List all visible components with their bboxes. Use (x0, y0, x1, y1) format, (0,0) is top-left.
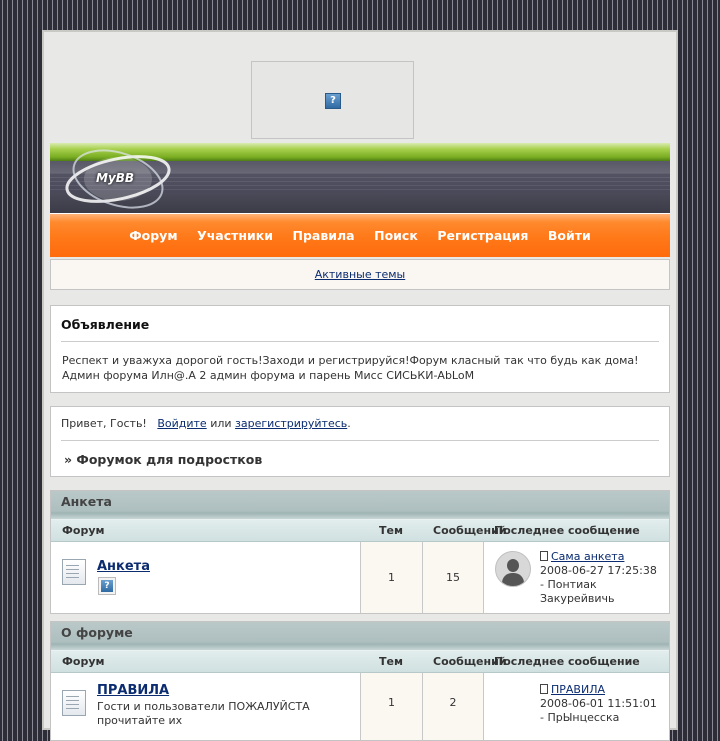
register-link[interactable]: зарегистрируйтесь (235, 417, 348, 430)
topics-cell (361, 673, 423, 741)
nav-register[interactable]: Регистрация (437, 228, 529, 243)
topics-cell (361, 542, 423, 614)
mybb-logo[interactable] (60, 143, 180, 211)
column-headers (51, 519, 669, 542)
forum-cell (51, 542, 361, 614)
posts-count: 2 (449, 696, 457, 709)
col-forum: Форум (62, 524, 105, 537)
posts-count: 15 (446, 571, 460, 584)
col-forum: Форум (62, 655, 105, 668)
col-topics: Тем (379, 524, 403, 537)
forum-cell (51, 673, 361, 741)
category-block (50, 490, 670, 614)
last-post-author: - Понтиак Закурейвичь (540, 578, 615, 605)
welcome-panel (50, 406, 670, 477)
announcement-line-2: Админ форума Илн@.А 2 админ форума и парень Мисс СИСЬКИ-AbLoM (62, 369, 475, 382)
logo-text: MyBB (96, 171, 135, 185)
nav-members[interactable]: Участники (197, 228, 274, 243)
forum-status-icon (62, 690, 86, 716)
broken-image-icon: ? (325, 93, 341, 109)
or-text: или (210, 417, 232, 430)
document-icon (540, 684, 548, 694)
last-post-cell (484, 673, 670, 741)
last-post-link[interactable]: ПРАВИЛА (551, 683, 606, 696)
nav-search[interactable]: Поиск (374, 228, 418, 243)
col-last: Последнее сообщение (494, 655, 640, 668)
forum-row (51, 673, 669, 741)
category-title: О форуме (51, 622, 669, 650)
topics-count: 1 (388, 696, 395, 709)
nav-login[interactable]: Войти (547, 228, 591, 243)
last-post-link[interactable]: Сама анкета (551, 550, 625, 563)
announcement-text (61, 342, 659, 383)
announcement-title: Объявление (61, 306, 659, 342)
topics-count: 1 (388, 571, 395, 584)
main-nav (50, 213, 670, 257)
forum-row (51, 542, 669, 614)
document-icon (540, 551, 548, 561)
col-posts: Сообщений (433, 655, 507, 668)
breadcrumb: » Форумок для подростков (64, 452, 263, 467)
col-last: Последнее сообщение (494, 524, 640, 537)
forum-link[interactable]: Анкета (97, 559, 150, 574)
nav-rules[interactable]: Правила (292, 228, 355, 243)
posts-cell (423, 542, 484, 614)
period: . (347, 417, 351, 430)
forum-status-icon (62, 559, 86, 585)
active-topics-link[interactable]: Активные темы (314, 268, 406, 281)
last-post-info (540, 683, 670, 725)
page-wrapper (42, 30, 678, 730)
guest-greeting: Привет, Гость! (61, 417, 147, 430)
avatar[interactable] (495, 551, 531, 587)
last-post-author: - ПрЫнцесска (540, 711, 620, 724)
col-posts: Сообщений (433, 524, 507, 537)
nav-forum[interactable]: Форум (129, 228, 178, 243)
ad-banner[interactable] (251, 61, 414, 139)
last-post-info (540, 550, 670, 606)
forum-description: Гости и пользователи ПОЖАЛУЙСТА прочитайте их (97, 700, 310, 727)
category-title: Анкета (51, 491, 669, 519)
forum-image-icon: ? (98, 577, 116, 595)
forum-link[interactable]: ПРАВИЛА (97, 683, 170, 698)
welcome-line (61, 407, 659, 441)
column-headers (51, 650, 669, 673)
site-header (50, 143, 670, 213)
login-link[interactable]: Войдите (157, 417, 207, 430)
col-topics: Тем (379, 655, 403, 668)
category-block (50, 621, 670, 741)
announcement-panel (50, 305, 670, 393)
last-post-date: 2008-06-01 11:51:01 (540, 697, 657, 710)
active-topics-bar (50, 259, 670, 290)
last-post-date: 2008-06-27 17:25:38 (540, 564, 657, 577)
announcement-line-1: Респект и уважуха дорогой гость!Заходи и регистрируйся!Форум класный так что будь как дома! (62, 354, 639, 367)
posts-cell (423, 673, 484, 741)
last-post-cell (484, 542, 670, 614)
